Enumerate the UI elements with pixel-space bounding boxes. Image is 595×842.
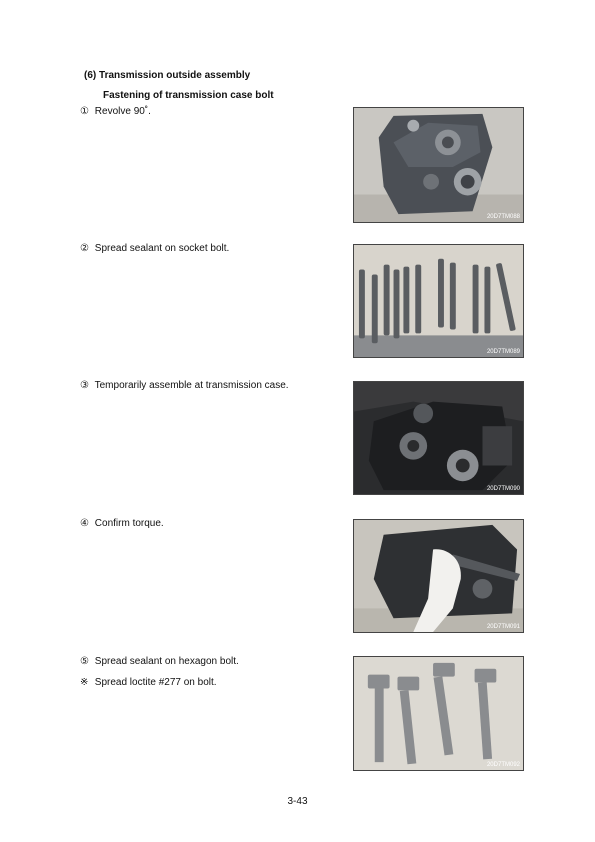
step-1-photo xyxy=(353,107,524,223)
photo-code: 20D7TM091 xyxy=(486,624,520,630)
step-1 xyxy=(80,106,151,117)
socket-bolts-photo xyxy=(354,245,523,357)
step-text: Spread sealant on socket bolt. xyxy=(94,243,230,254)
step-4 xyxy=(80,518,164,529)
step-marker: ④ xyxy=(80,518,89,529)
step-text: Confirm torque. xyxy=(94,518,164,529)
step-5 xyxy=(80,656,239,667)
hexagon-bolts-photo xyxy=(354,657,523,770)
torque-check-photo xyxy=(354,520,523,632)
step-text: Revolve 90˚. xyxy=(94,106,151,117)
note-text: Spread loctite #277 on bolt. xyxy=(94,677,217,688)
step-marker: ③ xyxy=(80,380,89,391)
step-2 xyxy=(80,243,229,254)
section-title-text: Transmission outside assembly xyxy=(99,70,251,81)
step-marker: ① xyxy=(80,106,89,117)
note-marker: ※ xyxy=(80,677,89,688)
step-4-photo xyxy=(353,519,524,633)
section-number: (6) xyxy=(84,70,97,81)
step-text: Temporarily assemble at transmission case. xyxy=(94,380,289,391)
photo-code: 20D7TM088 xyxy=(486,214,520,220)
note xyxy=(80,677,217,688)
step-2-photo xyxy=(353,244,524,358)
photo-code: 20D7TM092 xyxy=(486,762,520,768)
transmission-case-photo xyxy=(354,108,523,222)
step-3 xyxy=(80,380,289,391)
transmission-assembly-photo xyxy=(354,382,523,494)
step-marker: ② xyxy=(80,243,89,254)
step-marker: ⑤ xyxy=(80,656,89,667)
section-title xyxy=(84,70,250,81)
page-number: 3-43 xyxy=(287,796,308,807)
photo-code: 20D7TM089 xyxy=(486,349,520,355)
step-5-photo xyxy=(353,656,524,771)
step-3-photo xyxy=(353,381,524,495)
photo-code: 20D7TM090 xyxy=(486,486,520,492)
step-text: Spread sealant on hexagon bolt. xyxy=(94,656,239,667)
subsection-title: Fastening of transmission case bolt xyxy=(103,90,274,101)
